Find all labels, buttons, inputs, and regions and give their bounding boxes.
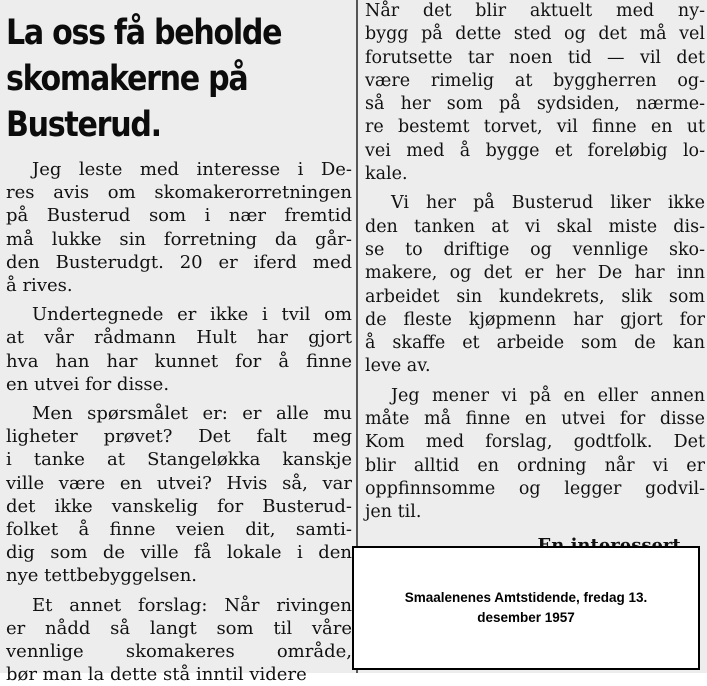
text-line: på Busterud som i nær fremtid — [6, 205, 352, 227]
text-line: ligheter prøvet? Det falt meg — [6, 426, 352, 448]
paragraph — [365, 0, 705, 186]
source-caption: Smaalenenes Amtstidende, fredag 13. desember 1957 — [404, 590, 648, 625]
text-line: er nådd så langt som til våre — [6, 617, 352, 639]
text-line: se to driftige og vennlige sko- — [365, 239, 705, 260]
left-column-body — [6, 158, 352, 686]
text-line: vennlige skomakeres område, — [6, 641, 352, 663]
text-line: måte må finne en utvei for disse — [365, 409, 705, 430]
text-line: bør man la dette stå inntil videre — [6, 664, 307, 686]
text-line: nye tettbebyggelsen. — [6, 565, 198, 587]
text-line: arbeidet sin kundekrets, slik som — [365, 286, 705, 307]
text-line: forutsette tar noen tid — vil det — [365, 47, 705, 68]
paragraph — [6, 402, 352, 588]
headline-line: Busterud. — [6, 105, 161, 145]
text-line: res avis om skomakerorretningen — [6, 182, 352, 204]
headline-line: skomakerne på — [6, 59, 248, 99]
text-line: Jeg mener vi på en eller annen — [391, 385, 705, 406]
text-line: den Busterudgt. 20 er iferd med — [6, 251, 352, 273]
paragraph — [6, 594, 352, 686]
text-line: å skaffe et arbeide som de kan — [365, 333, 705, 354]
text-line: blir alltid en ordning når vi er — [365, 455, 705, 476]
right-column — [365, 0, 705, 545]
text-line: dig som de ville få lokale i den — [6, 542, 352, 564]
text-line: hva han har kunnet for å finne — [6, 350, 352, 372]
text-line: å rives. — [6, 275, 73, 297]
text-line: i tanke at Stangeløkka kanskje — [6, 449, 352, 471]
text-line: jen til. — [365, 502, 422, 523]
text-line: re bestemt torvet, vil finne en ut — [365, 117, 705, 138]
text-line: at vår rådmann Hult har gjort — [6, 327, 352, 349]
text-line: det ikke vanskelig for Busterud- — [6, 495, 352, 517]
text-line: så her som på sydsiden, nærme- — [365, 94, 705, 115]
text-line: ville være en utvei? Hvis så, var — [6, 472, 352, 494]
headline — [6, 10, 350, 148]
text-line: Kom med forslag, godtfolk. Det — [365, 432, 705, 453]
text-line: folket å finne veien dit, samti- — [6, 519, 352, 541]
text-line: kale. — [365, 164, 408, 185]
text-line: må lukke sin forretning da går- — [6, 228, 352, 250]
text-line: Undertegnede er ikke i tvil om — [32, 304, 352, 326]
text-line: makere, og det er her De har inn — [365, 263, 705, 284]
left-column — [6, 10, 352, 686]
source-caption-box — [352, 546, 700, 670]
text-line: de fleste kjøpmenn har gjort for — [365, 309, 705, 330]
text-line: bygg på dette sted og det må vel — [365, 24, 705, 45]
text-line: Men spørsmålet er: er alle mu — [32, 403, 352, 425]
paragraph — [365, 385, 705, 525]
text-line: en utvei for disse. — [6, 373, 170, 395]
text-line: den tanken at vi skal miste dis- — [365, 216, 705, 237]
text-line: vei med å bygge et foreløbig lo- — [365, 140, 705, 161]
right-column-body — [365, 0, 705, 525]
text-line: oppfinnsomme og legger godvil- — [365, 478, 705, 499]
text-line: Når det blir aktuelt med ny- — [365, 1, 705, 21]
text-line: Vi her på Busterud liker ikke — [391, 193, 705, 214]
text-line: leve av. — [365, 356, 431, 377]
text-line: være rimelig at byggherren og- — [365, 70, 705, 91]
text-line: Jeg leste med interesse i De- — [32, 159, 352, 180]
paragraph — [6, 303, 352, 396]
text-line: Et annet forslag: Når rivingen — [32, 594, 352, 616]
paragraph — [6, 158, 352, 297]
paragraph — [365, 192, 705, 378]
headline-line: La oss få beholde — [6, 13, 282, 53]
